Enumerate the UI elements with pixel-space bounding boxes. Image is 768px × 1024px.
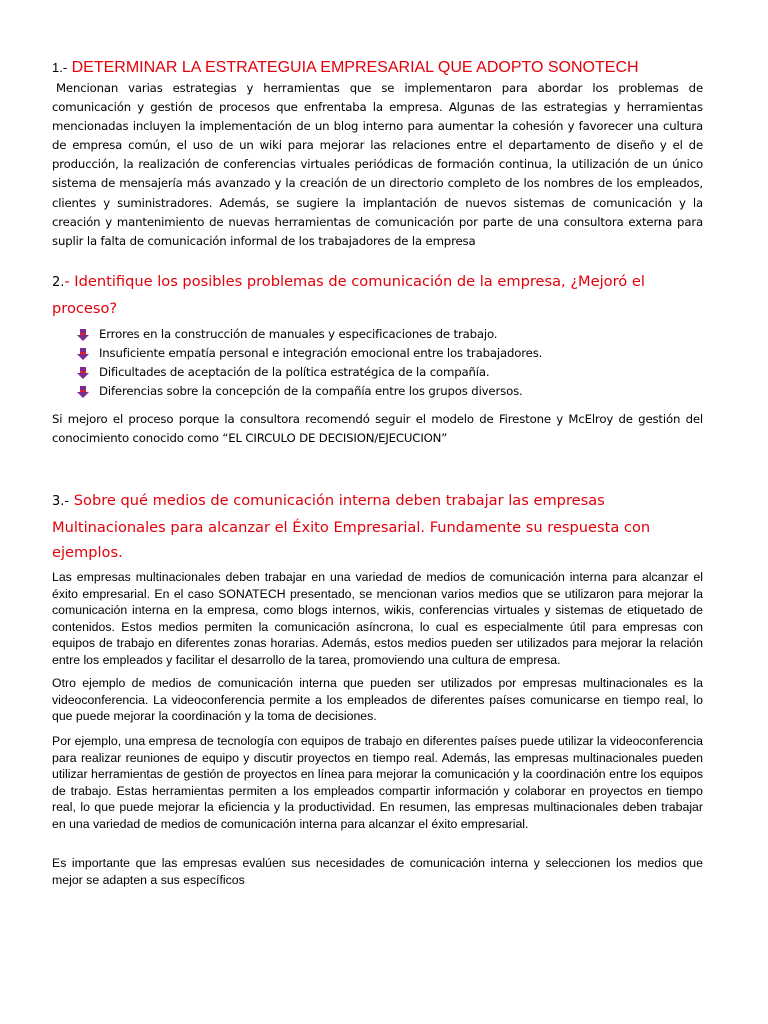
section2-title: - Identifique los posibles problemas de comunicación de la empresa, ¿Mejoró el proceso? xyxy=(52,273,645,317)
section1-heading xyxy=(52,58,703,78)
section2-number: 2. xyxy=(52,275,65,290)
list-item-text: Insuficiente empatía personal e integración emocional entre los trabajadores. xyxy=(99,346,543,360)
section1-title: DETERMINAR LA ESTRATEGUIA EMPRESARIAL QUE ADOPTO SONOTECH xyxy=(71,59,639,76)
section3-paragraph: Otro ejemplo de medios de comunicación interna que pueden ser utilizados por empresas multinacionales es la videoconferencia. La videoconferencia permite a los empleados de diferentes países comunicarse en tiempo real, lo que puede mejorar la coordinación y la toma de decisiones. xyxy=(52,676,703,724)
arrow-bullet-icon xyxy=(77,348,89,360)
list-item-text: Dificultades de aceptación de la política estratégica de la compañía. xyxy=(99,365,490,379)
section1-paragraph: Mencionan varias estrategias y herramientas que se implementaron para abordar los problemas de comunicación y gestión de procesos que enfrentaba la empresa. Algunas de las estrategias y herramientas mencionadas incluyen la implementación de un blog interno para aumentar la cohesión y favorecer una cultura de empresa común, el uso de un wiki para mejorar las relaciones entre el departamento de diseño y el de producción, la realización de conferencias virtuales periódicas de formación continua, la utilización de un único sistema de mensajería más avanzado y la creación de un directorio completo de los nombres de los empleados, clientes y suministradores. Además, se sugiere la implantación de nuevos sistemas de comunicación y la creación y mantenimiento de nuevas herramientas de comunicación por parte de una consultora externa para suplir la falta de comunicación informal de los trabajadores de la empresa xyxy=(52,81,703,248)
list-item xyxy=(77,325,697,344)
list-item xyxy=(77,363,697,382)
arrow-bullet-icon xyxy=(77,386,89,398)
list-item xyxy=(77,382,697,401)
section3-paragraph: Es importante que las empresas evalúen sus necesidades de comunicación interna y seleccionen los medios que mejor se adapten a sus específicos xyxy=(52,856,703,887)
section3-paragraph: Por ejemplo, una empresa de tecnología con equipos de trabajo en diferentes países puede utilizar la videoconferencia para realizar reuniones de equipo y discutir proyectos en tiempo real. Además, las empresas multinacionales pueden utilizar herramientas de gestión de proyectos en línea para mejorar la comunicación y la coordinación entre los equipos de trabajo. Estas herramientas permiten a los empleados compartir información y colaborar en proyectos en tiempo real, lo que puede mejorar la eficiencia y la productividad. En resumen, las empresas multinacionales deben trabajar en una variedad de medios de comunicación interna para alcanzar el éxito empresarial. xyxy=(52,734,703,831)
arrow-bullet-icon xyxy=(77,367,89,379)
list-item-text: Diferencias sobre la concepción de la compañía entre los grupos diversos. xyxy=(99,384,523,398)
section2-heading xyxy=(52,269,703,321)
section2-conclusion: Si mejoro el proceso porque la consultora recomendó seguir el modelo de Firestone y McElroy de gestión del conocimiento conocido como “EL CIRCULO DE DECISION/EJECUCION” xyxy=(52,412,703,446)
arrow-bullet-icon xyxy=(77,329,89,341)
section3-paragraph: Las empresas multinacionales deben trabajar en una variedad de medios de comunicación interna para alcanzar el éxito empresarial. En el caso SONATECH presentado, se mencionan varios medios que se utilizaron para mejorar la comunicación interna en la empresa, como blogs internos, wikis, conferencias virtuales y sistemas de etiquetado de contenidos. Estos medios permiten la comunicación asíncrona, lo cual es especialmente útil para empresas con equipos de trabajo en diferentes zonas horarias. Además, estos medios pueden ser utilizados para mejorar la relación entre los empleados y facilitar el desarrollo de la tarea, promoviendo una cultura de empresa. xyxy=(52,570,703,667)
list-item xyxy=(77,344,697,363)
list-item-text: Errores en la construcción de manuales y especificaciones de trabajo. xyxy=(99,327,498,341)
section3-number: 3.- xyxy=(52,494,70,509)
section1-number: 1.- xyxy=(52,60,68,75)
section3-heading xyxy=(52,488,703,566)
problems-list xyxy=(77,325,697,401)
section3-title: Sobre qué medios de comunicación interna deben trabajar las empresas Multinacionales para alcanzar el Éxito Empresarial. Fundamente su respuesta con ejemplos. xyxy=(52,492,651,561)
